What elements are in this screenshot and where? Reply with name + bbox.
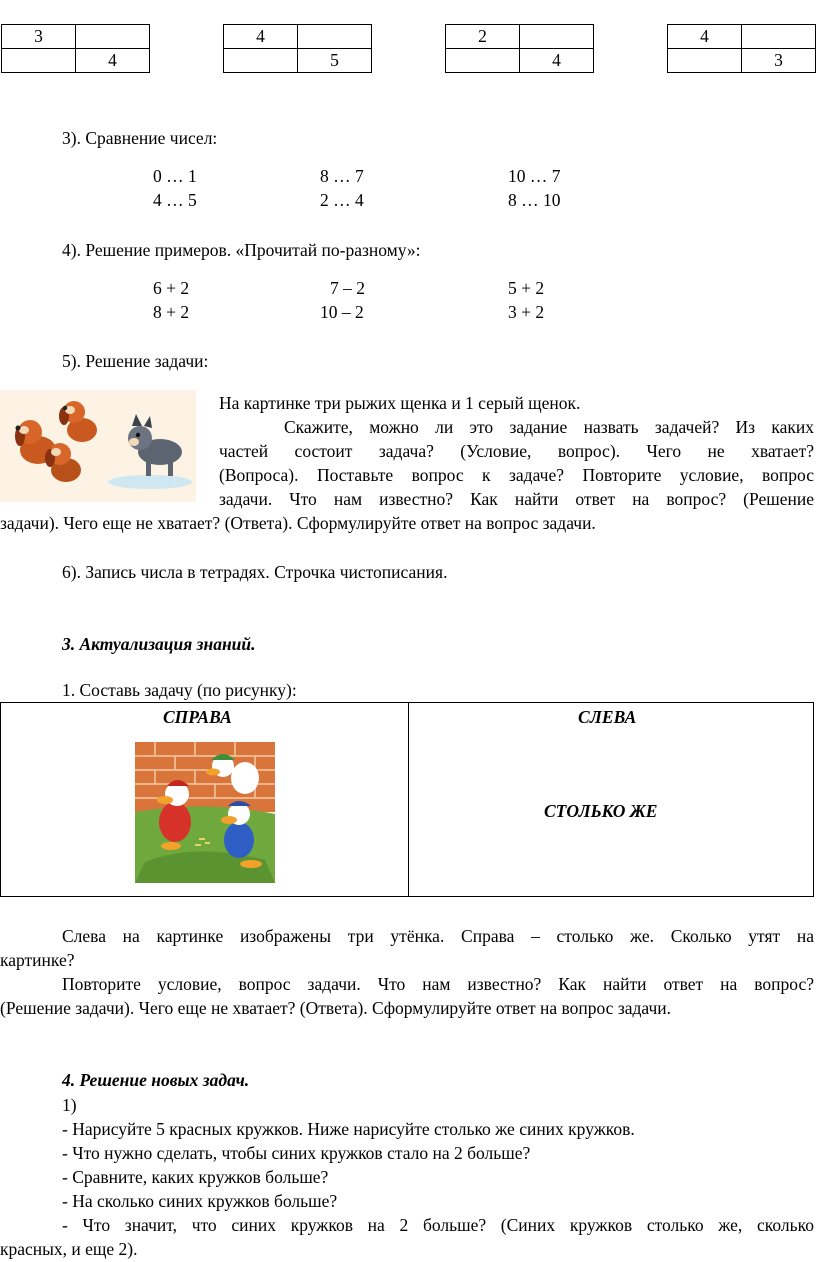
problem-heading: 5). Решение задачи:	[62, 351, 209, 371]
circles-task-line: - Что нужно сделать, чтобы синих кружков стало на 2 больше?	[62, 1143, 531, 1163]
right-label: СПРАВА	[163, 707, 232, 727]
duck-problem-questions: Повторите условие, вопрос задачи. Что нам известно? Как найти ответ на вопрос?	[62, 974, 814, 994]
problem-text-line: Скажите, можно ли это задание назвать задачей? Из каких	[284, 417, 814, 437]
grid-cell: 4	[520, 49, 594, 73]
grid-cell	[742, 25, 816, 49]
duck-problem-questions: (Решение задачи). Чего еще не хватает? (Ответа). Сформулируйте ответ на вопрос задачи.	[0, 998, 672, 1018]
grid-cell: 2	[446, 25, 520, 49]
problem-text-line: частей состоит задача? (Условие, вопрос). Чего не хватает?	[219, 441, 814, 461]
grid-cell: 4	[76, 49, 150, 73]
circles-task-line: - На сколько синих кружков больше?	[62, 1191, 338, 1211]
grid-cell: 3	[742, 49, 816, 73]
number-grid-1	[1, 24, 150, 73]
examples-heading: 4). Решение примеров. «Прочитай по-разному»:	[62, 240, 421, 260]
grid-cell	[76, 25, 150, 49]
table-divider	[408, 703, 409, 896]
problem-text-line: задачи). Чего еще не хватает? (Ответа). Сформулируйте ответ на вопрос задачи.	[0, 513, 596, 533]
comparison-item: 2 … 4	[320, 190, 364, 210]
grid-cell: 4	[668, 25, 742, 49]
duck-problem-text: Слева на картинке изображены три утёнка. Справа – столько же. Сколько утят на	[62, 926, 814, 946]
problem-text-line: На картинке три рыжих щенка и 1 серый щенок.	[219, 393, 581, 413]
example-item: 8 + 2	[153, 302, 190, 322]
circles-task-line: - Что значит, что синих кружков на 2 больше? (Синих кружков столько же, сколько	[62, 1215, 814, 1235]
circles-task-line: красных, и еще 2).	[0, 1239, 138, 1259]
ducklings-illustration	[135, 742, 275, 883]
comparison-item: 8 … 7	[320, 166, 364, 186]
comparison-item: 0 … 1	[153, 166, 197, 186]
circles-task-line: - Нарисуйте 5 красных кружков. Ниже нарисуйте столько же синих кружков.	[62, 1119, 635, 1139]
comparison-item: 4 … 5	[153, 190, 197, 210]
same-label: СТОЛЬКО ЖЕ	[544, 801, 658, 821]
circles-task-line: - Сравните, каких кружков больше?	[62, 1167, 329, 1187]
problem-text-line: задачи. Что нам известно? Как найти ответ на вопрос? (Решение	[219, 489, 814, 509]
grid-cell	[446, 49, 520, 73]
example-item: 5 + 2	[508, 278, 545, 298]
grid-cell: 4	[224, 25, 298, 49]
grid-cell: 5	[298, 49, 372, 73]
number-grid-2	[223, 24, 372, 73]
grid-cell	[2, 49, 76, 73]
comparison-item: 8 … 10	[508, 190, 561, 210]
task-item: 1. Составь задачу (по рисунку):	[62, 680, 297, 700]
section-heading-actualization: 3. Актуализация знаний.	[62, 634, 256, 654]
task-number: 1)	[62, 1095, 77, 1115]
grid-cell: 3	[2, 25, 76, 49]
notebook-task: 6). Запись числа в тетрадях. Строчка чистописания.	[62, 562, 448, 582]
example-item: 7 – 2	[330, 278, 365, 298]
example-item: 6 + 2	[153, 278, 190, 298]
puppies-illustration	[0, 390, 196, 502]
section-heading-new-problems: 4. Решение новых задач.	[62, 1070, 250, 1090]
problem-text-line: (Вопроса). Поставьте вопрос к задаче? Повторите условие, вопрос	[219, 465, 814, 485]
grid-cell	[298, 25, 372, 49]
left-label: СЛЕВА	[578, 707, 637, 727]
example-item: 10 – 2	[320, 302, 364, 322]
grid-cell	[668, 49, 742, 73]
comparison-heading: 3). Сравнение чисел:	[62, 128, 218, 148]
number-grid-4	[667, 24, 816, 73]
comparison-item: 10 … 7	[508, 166, 561, 186]
example-item: 3 + 2	[508, 302, 545, 322]
duck-problem-text: картинке?	[0, 950, 75, 970]
task-table	[0, 702, 814, 897]
number-grid-3	[445, 24, 594, 73]
grid-cell	[224, 49, 298, 73]
grid-cell	[520, 25, 594, 49]
